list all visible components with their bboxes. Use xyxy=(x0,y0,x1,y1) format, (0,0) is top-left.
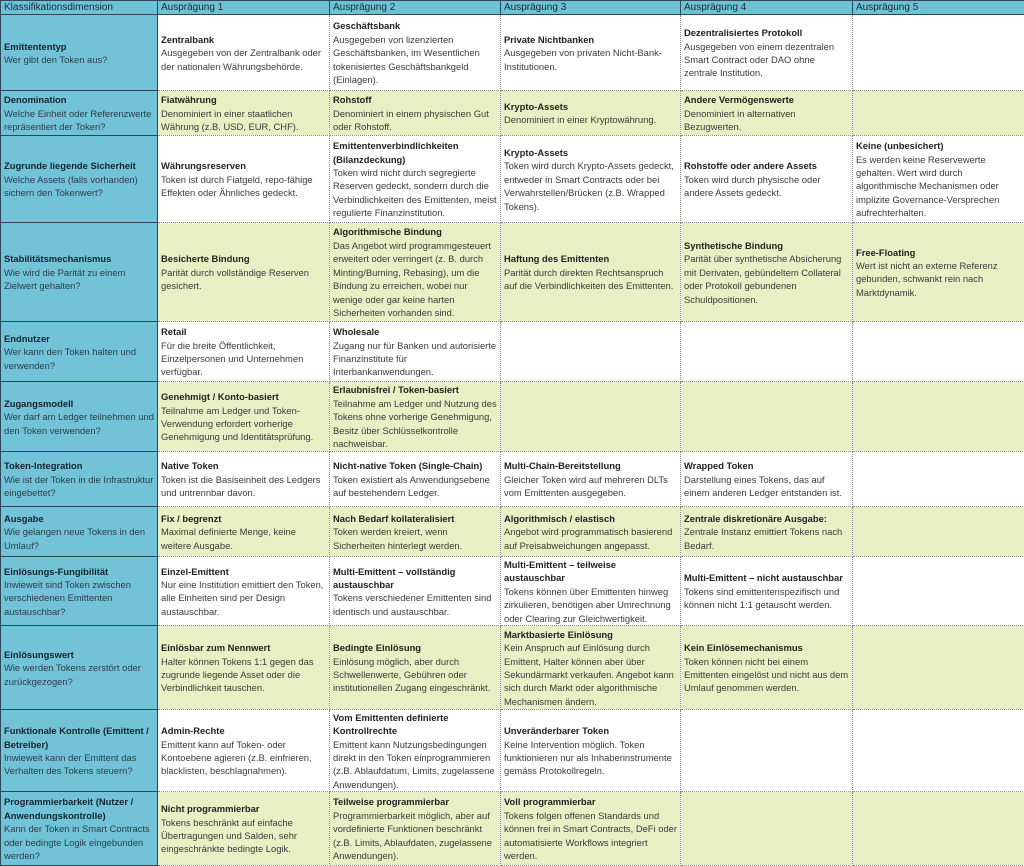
option-cell xyxy=(158,792,330,866)
option-title: Genehmigt / Konto-basiert xyxy=(161,390,327,403)
option-cell xyxy=(330,626,501,710)
option-title: Wholesale xyxy=(333,325,498,338)
option-cell xyxy=(681,223,853,322)
option-title: Erlaubnisfrei / Token-basiert xyxy=(333,383,498,396)
option-cell xyxy=(330,91,501,136)
option-title: Fiatwährung xyxy=(161,93,327,106)
table-row xyxy=(1,382,1024,452)
dimension-title: Funktionale Kontrolle (Emittent / Betreiber) xyxy=(4,724,155,751)
header-auspraegung-5: Ausprägung 5 xyxy=(853,1,1024,15)
option-cell xyxy=(853,626,1024,710)
dimension-question: Wie ist der Token in die Infrastruktur eingebettet? xyxy=(4,473,155,500)
option-title: Algorithmisch / elastisch xyxy=(504,512,678,525)
option-title: Einlösbar zum Nennwert xyxy=(161,641,327,654)
option-cell xyxy=(501,15,681,91)
option-cell xyxy=(330,507,501,557)
table-row xyxy=(1,710,1024,792)
option-title: Nicht programmierbar xyxy=(161,802,327,815)
header-dimension: Klassifikationsdimension xyxy=(1,1,158,15)
option-cell xyxy=(501,136,681,223)
option-description: Teilnahme am Ledger und Nutzung des Tokens ohne vorherige Genehmigung, Besitz über Schlüsselkontrolle nachweisbar. xyxy=(333,397,498,451)
option-cell xyxy=(681,507,853,557)
option-description: Zentrale Instanz emittiert Tokens nach Bedarf. xyxy=(684,525,850,552)
option-description: Ausgegeben von einem dezentralen Smart Contract oder DAO ohne zentrale Institution. xyxy=(684,40,850,80)
option-cell xyxy=(681,136,853,223)
dimension-question: Wie werden Tokens zerstört oder zurückgezogen? xyxy=(4,661,155,688)
option-title: Dezentralisiertes Protokoll xyxy=(684,26,850,39)
option-title: Retail xyxy=(161,325,327,338)
option-cell xyxy=(853,15,1024,91)
option-description: Tokens sind emittentenspezifisch und können nicht 1:1 getauscht werden. xyxy=(684,585,850,612)
option-description: Gleicher Token wird auf mehreren DLTs vom Emittenten ausgegeben. xyxy=(504,473,678,500)
option-cell xyxy=(681,15,853,91)
dimension-question: Welche Assets (falls vorhanden) sichern den Tokenwert? xyxy=(4,173,155,200)
dimension-title: Token-Integration xyxy=(4,459,155,472)
option-cell xyxy=(853,223,1024,322)
dimension-cell xyxy=(1,136,158,223)
option-cell xyxy=(158,710,330,792)
table-row xyxy=(1,15,1024,91)
option-description: Token ist die Basiseinheit des Ledgers und untrennbar davon. xyxy=(161,473,327,500)
option-cell xyxy=(501,792,681,866)
option-cell xyxy=(158,223,330,322)
option-cell xyxy=(330,452,501,507)
option-cell xyxy=(501,91,681,136)
option-cell xyxy=(681,452,853,507)
table-row xyxy=(1,792,1024,866)
option-cell xyxy=(330,223,501,322)
dimension-cell xyxy=(1,626,158,710)
option-title: Andere Vermögenswerte xyxy=(684,93,850,106)
option-description: Für die breite Öffentlichkeit, Einzelpersonen und Unternehmen verfügbar. xyxy=(161,339,327,379)
option-description: Nur eine Institution emittiert den Token, alle Einheiten sind per Design austauschbar. xyxy=(161,578,327,618)
option-title: Fix / begrenzt xyxy=(161,512,327,525)
option-cell xyxy=(853,91,1024,136)
dimension-cell xyxy=(1,710,158,792)
option-title: Multi-Emittent – vollständig austauschbar xyxy=(333,565,498,592)
option-title: Zentrale diskretionäre Ausgabe: xyxy=(684,512,850,525)
option-cell xyxy=(853,507,1024,557)
option-description: Denominiert in einer staatlichen Währung (z.B. USD, EUR, CHF). xyxy=(161,107,327,134)
option-description: Wert ist nicht an externe Referenz gebunden, schwankt rein nach Marktdynamik. xyxy=(856,259,1022,299)
header-auspraegung-3: Ausprägung 3 xyxy=(501,1,681,15)
option-description: Kein Anspruch auf Einlösung durch Emittent, Halter können aber über Sekundärmarkt verkaufen. Angebot kann sich durch Markt oder algorithmische Mechanismen ändern. xyxy=(504,641,678,708)
option-description: Token wird durch physische oder andere Assets gedeckt. xyxy=(684,173,850,200)
dimension-question: Wie wird die Parität zu einem Zielwert gehalten? xyxy=(4,266,155,293)
option-description: Angebot wird programmatisch basierend auf Preisabweichungen angepasst. xyxy=(504,525,678,552)
option-title: Native Token xyxy=(161,459,327,472)
option-cell xyxy=(158,322,330,382)
dimension-cell xyxy=(1,15,158,91)
option-description: Token werden kreiert, wenn Sicherheiten hinterlegt werden. xyxy=(333,525,498,552)
option-cell xyxy=(330,136,501,223)
header-auspraegung-1: Ausprägung 1 xyxy=(158,1,330,15)
option-title: Private Nichtbanken xyxy=(504,33,678,46)
table-row xyxy=(1,507,1024,557)
option-cell xyxy=(158,136,330,223)
option-title: Kein Einlösemechanismus xyxy=(684,641,850,654)
option-title: Wrapped Token xyxy=(684,459,850,472)
option-title: Admin-Rechte xyxy=(161,724,327,737)
option-description: Denominiert in alternativen Bezugwerten. xyxy=(684,107,850,134)
option-cell xyxy=(330,792,501,866)
option-cell xyxy=(330,322,501,382)
dimension-title: Programmierbarkeit (Nutzer / Anwendungskontrolle) xyxy=(4,795,155,822)
header-row xyxy=(1,1,1024,15)
option-description: Parität über synthetische Absicherung mit Derivaten, gebündeltem Collateral oder Protokoll gebundenen Schuldpositionen. xyxy=(684,252,850,306)
header-auspraegung-2: Ausprägung 2 xyxy=(330,1,501,15)
option-cell xyxy=(330,382,501,452)
table-row xyxy=(1,557,1024,626)
option-cell xyxy=(681,382,853,452)
option-description: Tokens folgen offenen Standards und können frei in Smart Contracts, DeFi oder automatisierte Workflows integriert werden. xyxy=(504,809,678,863)
dimension-question: Inwieweit kann der Emittent das Verhalten des Tokens steuern? xyxy=(4,751,155,778)
option-description: Tokens können über Emittenten hinweg zirkulieren, benötigen aber Umrechnung oder Clearing zur Gleichwertigkeit. xyxy=(504,585,678,625)
dimension-title: Zugangsmodell xyxy=(4,397,155,410)
option-description: Ausgegeben von der Zentralbank oder der nationalen Währungsbehörde. xyxy=(161,46,327,73)
dimension-question: Inwieweit sind Token zwischen verschiedenen Emittenten austauschbar? xyxy=(4,578,155,618)
option-title: Besicherte Bindung xyxy=(161,252,327,265)
option-description: Emittent kann auf Token- oder Kontoebene agieren (z.B. einfrieren, blacklisten, beschlagnahmen). xyxy=(161,738,327,778)
option-title: Free-Floating xyxy=(856,246,1022,259)
option-description: Tokens beschränkt auf einfache Übertragungen und Salden, sehr eingeschränkte bedingte Logik. xyxy=(161,816,327,856)
option-title: Zentralbank xyxy=(161,33,327,46)
dimension-question: Wer darf am Ledger teilnehmen und den Token verwenden? xyxy=(4,410,155,437)
option-cell xyxy=(158,507,330,557)
dimension-cell xyxy=(1,557,158,626)
option-description: Teilnahme am Ledger und Token-Verwendung erfordert vorherige Genehmigung und Identitätsprüfung. xyxy=(161,404,327,444)
option-description: Denominiert in einer Kryptowährung. xyxy=(504,113,678,126)
option-title: Synthetische Bindung xyxy=(684,239,850,252)
option-description: Denominiert in einem physischen Gut oder Rohstoff. xyxy=(333,107,498,134)
dimension-cell xyxy=(1,382,158,452)
option-title: Unveränderbarer Token xyxy=(504,724,678,737)
dimension-title: Einlösungswert xyxy=(4,648,155,661)
header-auspraegung-4: Ausprägung 4 xyxy=(681,1,853,15)
dimension-title: Stabilitätsmechanismus xyxy=(4,252,155,265)
option-cell xyxy=(501,322,681,382)
option-title: Haftung des Emittenten xyxy=(504,252,678,265)
option-description: Darstellung eines Tokens, das auf einem anderen Ledger entstanden ist. xyxy=(684,473,850,500)
option-cell xyxy=(501,223,681,322)
option-description: Keine Intervention möglich. Token funktionieren nur als Inhaberinstrumente gemäss Protokollregeln. xyxy=(504,738,678,778)
option-cell xyxy=(330,710,501,792)
dimension-cell xyxy=(1,792,158,866)
option-title: Multi-Chain-Bereitstellung xyxy=(504,459,678,472)
dimension-question: Kann der Token in Smart Contracts oder bedingte Logik eingebunden werden? xyxy=(4,822,155,862)
dimension-cell xyxy=(1,91,158,136)
option-cell xyxy=(501,626,681,710)
option-cell xyxy=(681,626,853,710)
option-cell xyxy=(681,792,853,866)
option-title: Rohstoff xyxy=(333,93,498,106)
option-cell xyxy=(681,557,853,626)
dimension-title: Endnutzer xyxy=(4,332,155,345)
option-cell xyxy=(681,91,853,136)
option-cell xyxy=(853,382,1024,452)
option-title: Bedingte Einlösung xyxy=(333,641,498,654)
table-row xyxy=(1,91,1024,136)
option-cell xyxy=(853,452,1024,507)
dimension-title: Zugrunde liegende Sicherheit xyxy=(4,159,155,172)
table-row xyxy=(1,626,1024,710)
dimension-cell xyxy=(1,223,158,322)
option-cell xyxy=(330,557,501,626)
dimension-title: Einlösungs-Fungibilität xyxy=(4,565,155,578)
option-cell xyxy=(501,557,681,626)
option-cell xyxy=(158,557,330,626)
dimension-cell xyxy=(1,507,158,557)
option-cell xyxy=(330,15,501,91)
dimension-question: Wer kann den Token halten und verwenden? xyxy=(4,345,155,372)
option-title: Rohstoffe oder andere Assets xyxy=(684,159,850,172)
option-description: Halter können Tokens 1:1 gegen das zugrunde liegende Asset oder die Verbindlichkeit tauschen. xyxy=(161,655,327,695)
option-description: Token ist durch Fiatgeld, repo-fähige Effekten oder Ähnliches gedeckt. xyxy=(161,173,327,200)
dimension-title: Ausgabe xyxy=(4,512,155,525)
dimension-question: Welche Einheit oder Referenzwerte repräsentiert der Token? xyxy=(4,107,155,134)
option-title: Währungsreserven xyxy=(161,159,327,172)
option-cell xyxy=(853,322,1024,382)
option-cell xyxy=(853,792,1024,866)
option-cell xyxy=(158,15,330,91)
option-cell xyxy=(853,136,1024,223)
option-description: Es werden keine Reservewerte gehalten. Wert wird durch algorithmische Mechanismen oder implizite Governance-Versprechen aufrechterhalten. xyxy=(856,153,1022,220)
option-title: Marktbasierte Einlösung xyxy=(504,628,678,641)
dimension-question: Wer gibt den Token aus? xyxy=(4,53,155,66)
option-description: Parität durch direkten Rechtsanspruch auf die Verbindlichkeiten des Emittenten. xyxy=(504,266,678,293)
option-description: Ausgegeben von lizenzierten Geschäftsbanken, im Wesentlichen tokenisiertes Geschäftsbankgeld (Einlagen). xyxy=(333,33,498,87)
option-description: Tokens verschiedener Emittenten sind identisch und austauschbar. xyxy=(333,591,498,618)
option-title: Multi-Emittent – nicht austauschbar xyxy=(684,571,850,584)
dimension-title: Denomination xyxy=(4,93,155,106)
option-title: Voll programmierbar xyxy=(504,795,678,808)
option-title: Vom Emittenten definierte Kontrollrechte xyxy=(333,711,498,738)
option-cell xyxy=(501,452,681,507)
option-title: Nicht-native Token (Single-Chain) xyxy=(333,459,498,472)
option-title: Multi-Emittent – teilweise austauschbar xyxy=(504,558,678,585)
option-cell xyxy=(853,710,1024,792)
option-title: Krypto-Assets xyxy=(504,146,678,159)
option-title: Teilweise programmierbar xyxy=(333,795,498,808)
option-description: Maximal definierte Menge, keine weitere Ausgabe. xyxy=(161,525,327,552)
dimension-question: Wie gelangen neue Tokens in den Umlauf? xyxy=(4,525,155,552)
table-row xyxy=(1,452,1024,507)
option-title: Nach Bedarf kollateralisiert xyxy=(333,512,498,525)
option-description: Token existiert als Anwendungsebene auf bestehendem Ledger. xyxy=(333,473,498,500)
option-cell xyxy=(853,557,1024,626)
table-row xyxy=(1,136,1024,223)
dimension-cell xyxy=(1,452,158,507)
option-title: Algorithmische Bindung xyxy=(333,225,498,238)
option-cell xyxy=(158,91,330,136)
option-description: Das Angebot wird programmgesteuert erweitert oder verringert (z. B. durch Minting/Burning, Rebasing), um die Bindung zu erreichen, wobei nur wenige oder gar keine harten Sicherheiten vorhanden sind. xyxy=(333,239,498,319)
option-cell xyxy=(158,452,330,507)
option-cell xyxy=(158,382,330,452)
option-title: Geschäftsbank xyxy=(333,19,498,32)
option-description: Ausgegeben von privaten Nicht-Bank-Institutionen. xyxy=(504,46,678,73)
option-description: Parität durch vollständige Reserven gesichert. xyxy=(161,266,327,293)
option-cell xyxy=(158,626,330,710)
option-cell xyxy=(501,710,681,792)
option-description: Token können nicht bei einem Emittenten eingelöst und nicht aus dem Umlauf genommen werden. xyxy=(684,655,850,695)
option-cell xyxy=(501,382,681,452)
table-row xyxy=(1,223,1024,322)
option-cell xyxy=(681,322,853,382)
option-description: Token wird nicht durch segregierte Reserven gedeckt, sondern durch die Verbindlichkeiten des Emittenten, meist regulierte Finanzinstitution. xyxy=(333,166,498,220)
option-title: Krypto-Assets xyxy=(504,100,678,113)
option-description: Zugang nur für Banken und autorisierte Finanzinstitute für Interbankanwendungen. xyxy=(333,339,498,379)
dimension-cell xyxy=(1,322,158,382)
option-description: Emittent kann Nutzungsbedingungen direkt in den Token einprogrammieren (z.B. Ablaufdatum, Limits, zugelassene Anwendungen). xyxy=(333,738,498,792)
table-row xyxy=(1,322,1024,382)
option-description: Token wird durch Krypto-Assets gedeckt, entweder in Smart Contracts oder bei Verwahrstellen/Brücken (z.B. Wrapped Tokens). xyxy=(504,159,678,213)
option-title: Einzel-Emittent xyxy=(161,565,327,578)
option-description: Einlösung möglich, aber durch Schwellenwerte, Gebühren oder institutionellen Zugang eingeschränkt. xyxy=(333,655,498,695)
dimension-title: Emittententyp xyxy=(4,40,155,53)
option-cell xyxy=(501,507,681,557)
option-title: Emittentenverbindlichkeiten (Bilanzdeckung) xyxy=(333,139,498,166)
option-title: Keine (unbesichert) xyxy=(856,139,1022,152)
option-description: Programmierbarkeit möglich, aber auf vordefinierte Funktionen beschränkt (z.B. Limits, Ablaufdaten, zugelassene Anwendungen). xyxy=(333,809,498,863)
option-cell xyxy=(681,710,853,792)
